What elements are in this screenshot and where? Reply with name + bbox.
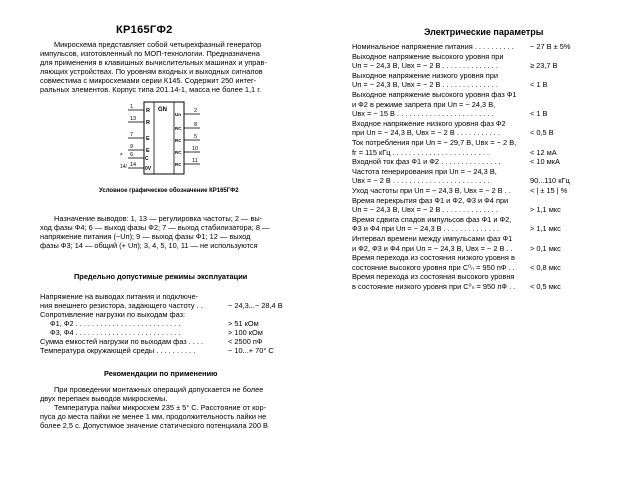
- param-label: состояние высокого уровня при C⁰ₙ = 950 пФ . .: [352, 262, 515, 272]
- pin-function: 0V: [145, 166, 152, 172]
- diagram-caption: Условное графическое обозначение КР165ГФ2: [99, 188, 239, 194]
- limits-value: − 10...+ 70° С: [228, 346, 274, 355]
- limits-value: > 51 кОм: [228, 319, 259, 328]
- limits-label: Напряжение на выводах питания и подключе-: [40, 292, 199, 301]
- limits-label: Ф3, Ф4 . . . . . . . . . . . . . . . . . . . . . . . . . .: [50, 328, 181, 337]
- param-value: > 1,1 мкс: [530, 205, 561, 215]
- pin-number: 2: [194, 108, 198, 114]
- param-label: в состояние низкого уровня при C⁰ₙ = 950 пФ . .: [352, 282, 516, 291]
- pin-function: E: [146, 148, 150, 154]
- param-value: < 0,5 мкс: [530, 282, 561, 291]
- pin-assignment-line: ход фазы Ф4; 6 — выход фазы Ф2; 7 — выход стабилизатора; 8 —: [40, 223, 270, 232]
- intro-paragraph: [40, 40, 296, 94]
- limits-value: > 100 кОм: [228, 328, 263, 337]
- param-label: Uп = − 24,3 В, Uвх = − 2 В . . . . . . . . . . . . . .: [352, 80, 498, 90]
- param-label: при Uп = − 24,3 В, Uвх = − 2 В . . . . . . . . . . .: [352, 128, 500, 138]
- limits-label: Сумма емкостей нагрузки по выходам фаз . . . .: [40, 337, 204, 346]
- param-label: Выходное напряжение высокого уровня при: [352, 51, 504, 61]
- param-label: и Ф2, Ф3 и Ф4 при Uп = − 24,3 В, Uвх = − 2 В . .: [352, 243, 513, 253]
- param-value: < 0,8 мкс: [530, 262, 561, 272]
- param-label: Уход частоты при Uп = − 24,3 В, Uвх = − 2 В . .: [352, 186, 511, 195]
- pin-function: R: [146, 120, 150, 126]
- param-label: Интервал времени между импульсами фаз Ф1: [352, 234, 513, 243]
- intro-line: импульсов, изготовленный по МОП-технологии. Предназначена: [40, 49, 260, 58]
- limits-label: Сопротивление нагрузки по выходам фаз:: [40, 310, 186, 319]
- pin-function: RC: [175, 150, 182, 155]
- pin-number: 9: [130, 144, 134, 150]
- param-label: Uвх = − 2 В . . . . . . . . . . . . . . . . . . . . . . . .: [352, 176, 490, 186]
- chip-schematic: [120, 98, 210, 180]
- pin-number: 1: [130, 104, 134, 110]
- recommend-line: более 2,5 с. Допустимое значение статического потенциала 200 В: [40, 421, 268, 430]
- param-value: − 27 В ± 5%: [530, 42, 571, 51]
- diagram-mark: ≠: [120, 152, 123, 158]
- pin-number: 5: [194, 134, 198, 140]
- param-label: Uп = − 24,3 В, Uвх = − 2 В . . . . . . . . . . . . . .: [352, 205, 498, 215]
- param-label: fг = 115 кГц . . . . . . . . . . . . . . . . . . . . . . . .: [352, 147, 490, 157]
- param-label: Частота генерирования при Uп = − 24,3 В,: [352, 166, 497, 176]
- params-heading: Электрические параметры: [424, 27, 544, 37]
- intro-line: совместима с микросхемами серии К145. Содержит 250 интег-: [40, 76, 257, 85]
- pin-function: RC: [175, 126, 182, 131]
- param-value: 90...110 кГц: [530, 176, 570, 186]
- pin-assignment-line: фазы Ф3; 14 — общий (+ Uп); 3, 4, 5, 10, 11 — не используются: [40, 241, 258, 250]
- param-value: < 0,5 В: [530, 128, 554, 138]
- recommend-line: Температура пайки микросхем 235 ± 5° С. Расстояние от кор-: [54, 403, 267, 412]
- param-value: > 1,1 мкс: [530, 224, 561, 234]
- pin-number: 7: [130, 132, 134, 138]
- pin-function: E: [146, 136, 150, 142]
- limits-value: < 2500 пФ: [228, 337, 263, 346]
- param-label: и Ф2 в режиме запрета при Uп = − 24,3 В,: [352, 99, 496, 109]
- param-label: Uвх = − 15 В . . . . . . . . . . . . . . . . . . . . . . . .: [352, 109, 494, 119]
- param-label: Выходное напряжение высокого уровня фаз Ф1: [352, 90, 517, 99]
- intro-line: Микросхема представляет собой четырехфазный генератор: [54, 40, 262, 49]
- param-label: Ток потребления при Uп = − 29,7 В, Uвх = − 2 В,: [352, 138, 517, 147]
- limits-table: [40, 292, 300, 362]
- param-label: Ф3 и Ф4 при Uп = − 24,3 В . . . . . . . . . . . . . .: [352, 224, 500, 234]
- pin-number: 8: [194, 122, 198, 128]
- recommend-line: При проведении монтажных операций допускается не более: [54, 385, 264, 394]
- pin-function: C: [145, 156, 149, 162]
- recommend-heading: Рекомендации по применению: [104, 369, 218, 378]
- recommend-line: двух перепаек выводов микросхемы.: [40, 394, 168, 403]
- limits-label: Ф1, Ф2 . . . . . . . . . . . . . . . . . . . . . . . . . .: [50, 319, 181, 328]
- left-pins: [128, 104, 152, 172]
- param-value: < 12 мА: [530, 147, 557, 157]
- chip-function-label: GN: [158, 107, 167, 113]
- recommend-line: пуса до места пайки не менее 1 мм, продолжительность пайки не: [40, 412, 267, 421]
- pin-function: R: [146, 108, 150, 114]
- param-value: > 0,1 мкс: [530, 243, 561, 253]
- param-label: Время сдвига спадов импульсов фаз Ф1 и Ф2,: [352, 214, 512, 224]
- pin-assignment-line: Назначение выводов: 1, 13 — регулировка частоты; 2 — вы-: [54, 214, 263, 223]
- diagram-mark: 14/: [120, 164, 127, 170]
- limits-heading: Предельно допустимые режимы эксплуатации: [74, 272, 248, 281]
- param-label: Выходное напряжение низкого уровня при: [352, 70, 498, 80]
- param-label: Время перекрытия фаз Ф1 и Ф2, Ф3 и Ф4 при: [352, 195, 509, 205]
- param-label: Время перехода из состояния низкого уровня в: [352, 253, 515, 263]
- intro-line: для применения в клавишных вычислительных машинах и управ-: [40, 58, 267, 67]
- limits-value: − 24,3...− 28,4 В: [228, 301, 283, 310]
- limits-label: ния внешнего резистора, задающего частоту . .: [40, 301, 203, 310]
- pin-number: 14: [130, 162, 137, 168]
- params-table: [352, 42, 602, 292]
- param-label: Входной ток фаз Ф1 и Ф2 . . . . . . . . . . . . . . .: [352, 157, 501, 167]
- param-value: < 1 В: [530, 80, 548, 90]
- param-label: Входное напряжение низкого уровня фаз Ф2: [352, 118, 506, 128]
- limits-label: Температура окружающей среды . . . . . . . . . .: [40, 346, 196, 355]
- param-value: < | ± 15 | %: [530, 186, 568, 195]
- param-value: < 10 мкА: [530, 157, 560, 167]
- pin-number: 11: [192, 158, 198, 164]
- recommend-paragraph: [40, 385, 296, 430]
- intro-line: ляющих устройствах. По уровням входных и выходных сигналов: [40, 67, 263, 76]
- param-label: Uп = − 24,3 В, Uвх = − 2 В . . . . . . . . . . . . . .: [352, 61, 498, 71]
- pin-function: Un: [175, 112, 181, 117]
- chip-title: КР165ГФ2: [116, 24, 173, 36]
- pin-assignment-line: напряжение питания (−Uп); 9 — выход фазы Ф1; 12 — выход: [40, 232, 251, 241]
- pin-number: 13: [130, 116, 137, 122]
- param-value: < 1 В: [530, 109, 548, 119]
- param-label: Время перехода из состояния высокого уровня: [352, 272, 515, 282]
- pin-assignment-paragraph: [40, 214, 296, 250]
- right-pins: [175, 108, 200, 167]
- pin-number: 10: [192, 146, 199, 152]
- pin-function: RC: [175, 162, 182, 167]
- param-label: Номинальное напряжение питания . . . . . . . . . .: [352, 42, 514, 51]
- intro-line: ральных элементов. Корпус типа 201.14-1, масса не более 1,1 г.: [40, 85, 262, 94]
- param-value: ≥ 23,7 В: [530, 61, 558, 71]
- pin-number: 6: [130, 152, 134, 158]
- pin-function: RC: [175, 138, 182, 143]
